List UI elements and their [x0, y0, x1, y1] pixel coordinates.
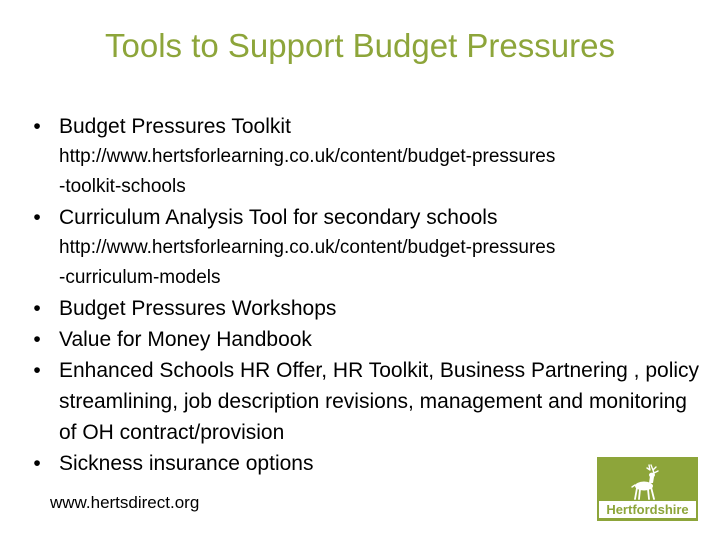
slide-title: Tools to Support Budget Pressures [105, 27, 615, 64]
logo-wordmark: Hertfordshire [599, 501, 696, 518]
bullet-text: Sickness insurance options [59, 452, 314, 475]
hertfordshire-logo [597, 457, 698, 521]
bullet-item [30, 293, 700, 324]
bullet-marker: • [33, 328, 41, 351]
bullet-list [30, 111, 700, 479]
bullet-text: Value for Money Handbook [59, 328, 312, 351]
bullet-text: Budget Pressures Workshops [59, 297, 337, 320]
bullet-text: Enhanced Schools HR Offer, HR Toolkit, Business Partnering , policy streamlining, job description revisions, management and monitoring of OH contract/provision [59, 359, 700, 444]
bullet-item [30, 324, 700, 355]
bullet-item [30, 202, 700, 293]
bullet-marker: • [33, 206, 41, 229]
bullet-url-line[interactable]: -curriculum-models [59, 267, 221, 288]
bullet-url-line[interactable]: http://www.hertsforlearning.co.uk/content/budget-pressures [59, 237, 556, 258]
bullet-item [30, 111, 700, 202]
hart-stag-icon [627, 461, 667, 503]
bullet-text: Budget Pressures Toolkit [59, 115, 291, 138]
bullet-marker: • [33, 359, 41, 382]
bullet-marker: • [33, 452, 41, 475]
bullet-item [30, 355, 700, 448]
bullet-text: Curriculum Analysis Tool for secondary schools [59, 206, 498, 229]
bullet-url-line[interactable]: http://www.hertsforlearning.co.uk/content/budget-pressures [59, 146, 556, 167]
footer-url[interactable]: www.hertsdirect.org [50, 493, 200, 512]
bullet-url-line[interactable]: -toolkit-schools [59, 176, 186, 197]
bullet-marker: • [33, 297, 41, 320]
bullet-marker: • [33, 115, 41, 138]
